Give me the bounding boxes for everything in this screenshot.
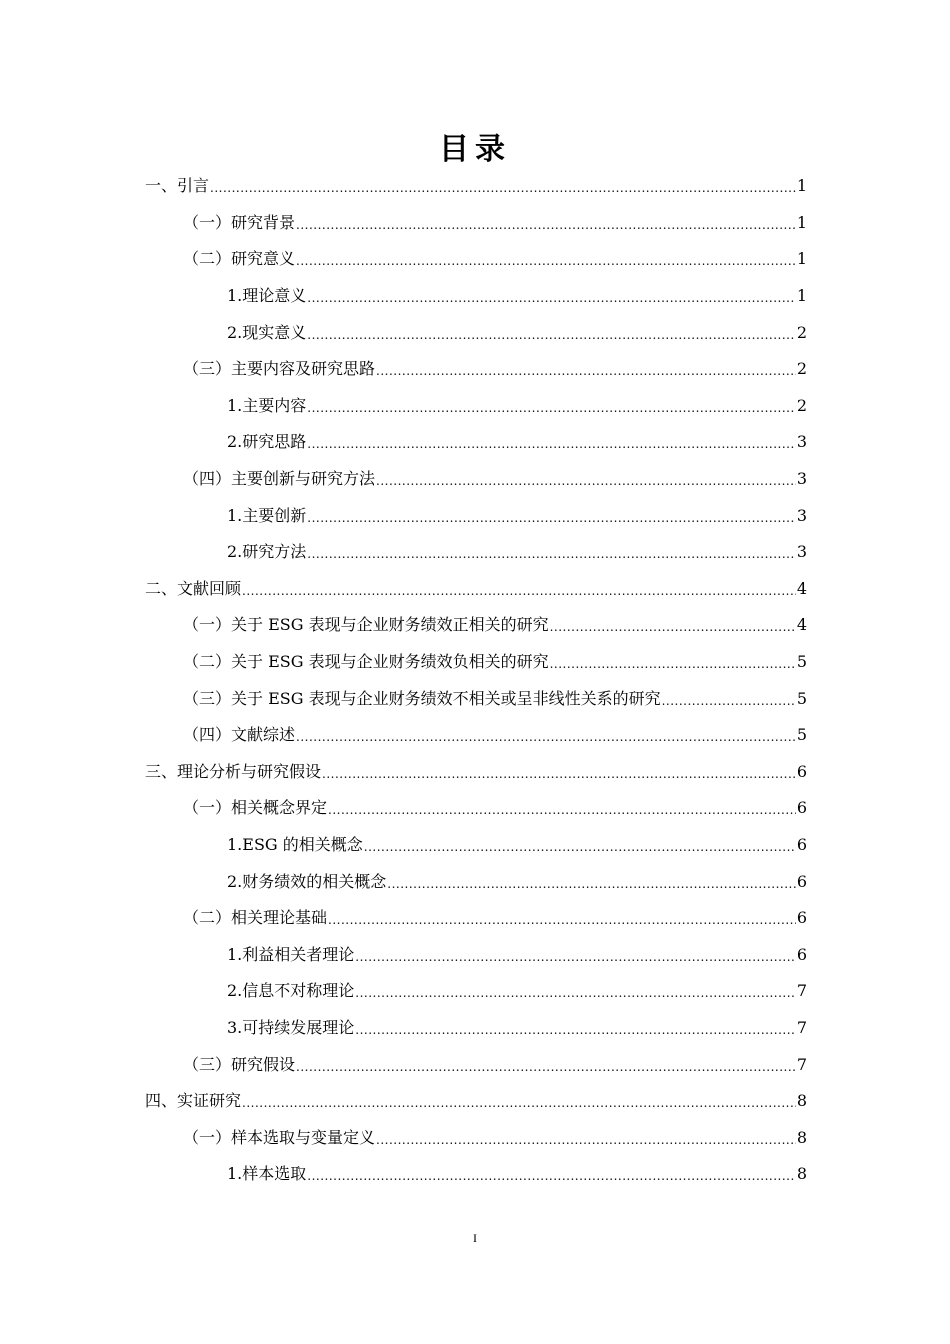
toc-entry-text: 3.可持续发展理论 <box>227 1017 355 1037</box>
toc-dot-leader <box>307 325 796 345</box>
toc-entry[interactable] <box>145 936 807 973</box>
toc-dot-leader <box>550 617 796 637</box>
toc-dot-leader <box>550 654 796 674</box>
toc-entry-text: 1.理论意义 <box>227 286 307 306</box>
toc-page-number: 4 <box>796 615 807 635</box>
toc-entry[interactable] <box>145 973 807 1010</box>
toc-dot-leader <box>376 361 796 381</box>
toc-dot-leader <box>376 1130 796 1150</box>
toc-entry-text: 1.利益相关者理论 <box>227 944 355 964</box>
toc-entry[interactable] <box>145 497 807 534</box>
toc-entry[interactable] <box>145 571 807 608</box>
toc-entry[interactable] <box>145 241 807 278</box>
toc-entry[interactable] <box>145 680 807 717</box>
toc-page-number: 8 <box>796 1127 807 1147</box>
toc-page-number: 5 <box>796 725 807 745</box>
toc-dot-leader <box>307 1166 796 1186</box>
toc-page-number: 2 <box>796 359 807 379</box>
toc-entry-text: （四）文献综述 <box>183 725 296 745</box>
toc-dot-leader <box>355 983 796 1003</box>
toc-entry-text: 2.研究方法 <box>227 542 307 562</box>
toc-page-number: 6 <box>796 944 807 964</box>
toc-entry-text: 1.主要创新 <box>227 505 307 525</box>
toc-title: 目录 <box>439 132 511 167</box>
toc-entry-text: 1.样本选取 <box>227 1164 307 1184</box>
toc-entry-text: 二、文献回顾 <box>145 578 242 598</box>
toc-page-number: 7 <box>796 1054 807 1074</box>
toc-entry[interactable] <box>145 717 807 754</box>
page-number-footer: I <box>473 1231 477 1245</box>
toc-page-number: 6 <box>796 908 807 928</box>
toc-entry[interactable] <box>145 534 807 571</box>
toc-dot-leader <box>328 910 796 930</box>
toc-entry-text: 三、理论分析与研究假设 <box>145 761 322 781</box>
toc-dot-leader <box>376 471 796 491</box>
toc-page-number: 3 <box>796 542 807 562</box>
toc-page-number: 6 <box>796 871 807 891</box>
toc-dot-leader <box>364 837 796 857</box>
toc-entry-text: （一）研究背景 <box>183 212 296 232</box>
toc-entry[interactable] <box>145 607 807 644</box>
toc-dot-leader <box>662 691 796 711</box>
toc-entry-text: （三）主要内容及研究思路 <box>183 359 376 379</box>
toc-page-number: 7 <box>796 981 807 1001</box>
table-of-contents <box>145 168 807 1193</box>
toc-entry-text: （三）研究假设 <box>183 1054 296 1074</box>
toc-page-number: 3 <box>796 505 807 525</box>
toc-page-number: 2 <box>796 395 807 415</box>
toc-entry[interactable] <box>145 1119 807 1156</box>
toc-entry[interactable] <box>145 644 807 681</box>
toc-page-number: 1 <box>796 212 807 232</box>
toc-dot-leader <box>210 178 796 198</box>
toc-dot-leader <box>328 800 796 820</box>
toc-dot-leader <box>307 508 796 528</box>
toc-page-number: 4 <box>796 578 807 598</box>
toc-entry-text: （三）关于 ESG 表现与企业财务绩效不相关或呈非线性关系的研究 <box>183 688 661 708</box>
toc-dot-leader <box>307 398 796 418</box>
toc-entry-text: （一）相关概念界定 <box>183 798 328 818</box>
toc-entry[interactable] <box>145 790 807 827</box>
toc-entry[interactable] <box>145 168 807 205</box>
toc-page-number: 6 <box>796 834 807 854</box>
toc-page-number: 1 <box>796 286 807 306</box>
toc-dot-leader <box>242 1093 796 1113</box>
toc-entry[interactable] <box>145 827 807 864</box>
toc-entry[interactable] <box>145 388 807 425</box>
toc-entry-text: 2.现实意义 <box>227 322 307 342</box>
toc-entry-text: 2.研究思路 <box>227 432 307 452</box>
toc-dot-leader <box>307 544 796 564</box>
toc-dot-leader <box>355 1020 796 1040</box>
toc-dot-leader <box>296 251 796 271</box>
toc-entry-text: （一）样本选取与变量定义 <box>183 1127 376 1147</box>
toc-dot-leader <box>355 947 796 967</box>
toc-entry-text: （二）相关理论基础 <box>183 908 328 928</box>
toc-page-number: 3 <box>796 432 807 452</box>
toc-entry-text: （二）研究意义 <box>183 249 296 269</box>
toc-page-number: 6 <box>796 798 807 818</box>
toc-entry[interactable] <box>145 900 807 937</box>
toc-entry-text: 一、引言 <box>145 176 210 196</box>
toc-page-number: 3 <box>796 469 807 489</box>
toc-dot-leader <box>307 288 796 308</box>
toc-entry-text: 2.信息不对称理论 <box>227 981 355 1001</box>
toc-dot-leader <box>242 581 796 601</box>
toc-entry[interactable] <box>145 863 807 900</box>
toc-entry[interactable] <box>145 1083 807 1120</box>
toc-entry-text: 1.主要内容 <box>227 395 307 415</box>
toc-entry-text: （四）主要创新与研究方法 <box>183 469 376 489</box>
toc-entry[interactable] <box>145 1010 807 1047</box>
toc-page-number: 5 <box>796 688 807 708</box>
toc-entry-text: （一）关于 ESG 表现与企业财务绩效正相关的研究 <box>183 615 549 635</box>
toc-page-number: 1 <box>796 249 807 269</box>
toc-entry-text: 2.财务绩效的相关概念 <box>227 871 387 891</box>
toc-page-number: 8 <box>796 1164 807 1184</box>
toc-page-number: 7 <box>796 1017 807 1037</box>
toc-entry[interactable] <box>145 754 807 791</box>
toc-entry[interactable] <box>145 424 807 461</box>
toc-page-number: 1 <box>796 176 807 196</box>
toc-entry[interactable] <box>145 351 807 388</box>
toc-dot-leader <box>296 1057 796 1077</box>
toc-entry-text: 四、实证研究 <box>145 1091 242 1111</box>
toc-entry[interactable] <box>145 314 807 351</box>
toc-entry[interactable] <box>145 1156 807 1193</box>
toc-dot-leader <box>322 764 796 784</box>
toc-entry-text: （二）关于 ESG 表现与企业财务绩效负相关的研究 <box>183 652 549 672</box>
toc-page-number: 8 <box>796 1091 807 1111</box>
toc-page-number: 6 <box>796 761 807 781</box>
toc-dot-leader <box>387 874 796 894</box>
toc-entry[interactable] <box>145 1046 807 1083</box>
toc-page-number: 5 <box>796 652 807 672</box>
toc-dot-leader <box>296 727 796 747</box>
toc-entry[interactable] <box>145 205 807 242</box>
toc-page-number: 2 <box>796 322 807 342</box>
toc-entry[interactable] <box>145 278 807 315</box>
toc-dot-leader <box>307 434 796 454</box>
toc-dot-leader <box>296 215 796 235</box>
toc-entry-text: 1.ESG 的相关概念 <box>227 834 363 854</box>
toc-entry[interactable] <box>145 461 807 498</box>
